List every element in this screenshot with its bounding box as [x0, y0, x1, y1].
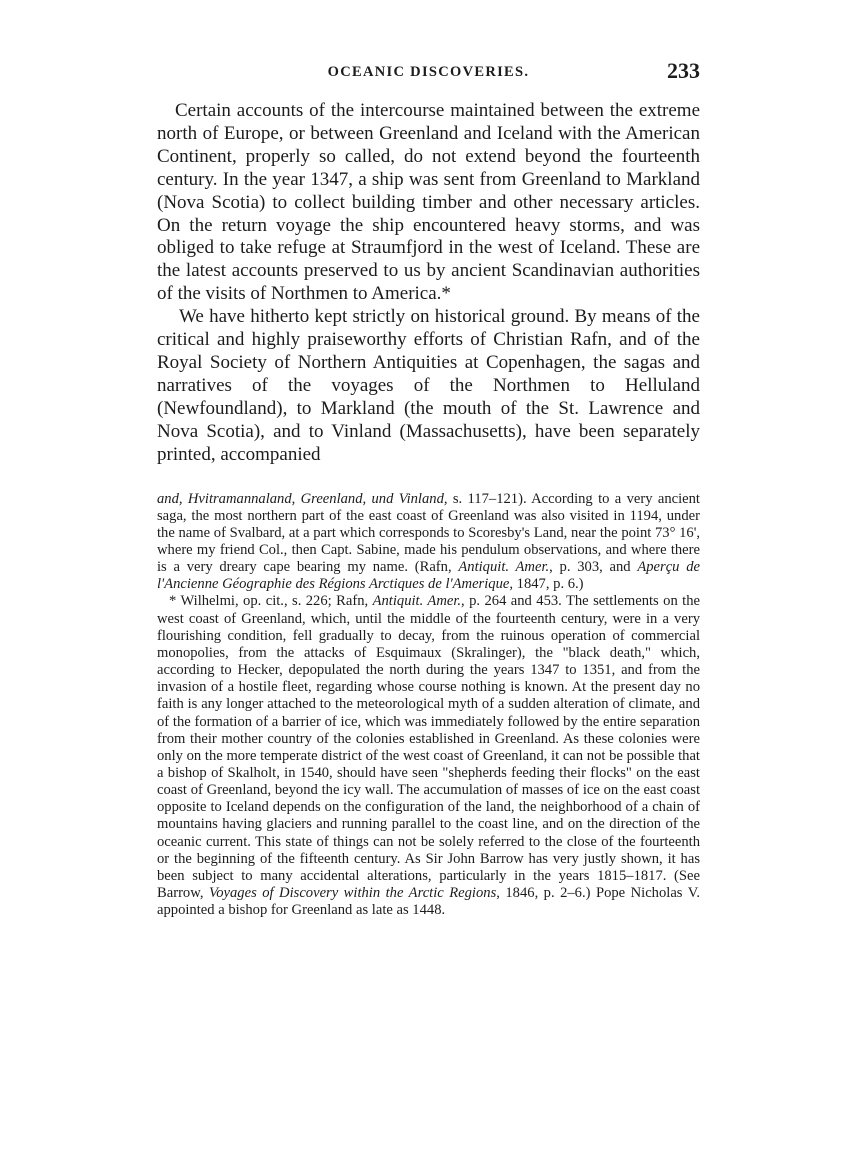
footnote-asterisk — [157, 593, 700, 919]
footnote-text: , p. 303, and — [549, 559, 638, 576]
footnote-italic: Antiquit. Amer. — [458, 559, 550, 576]
footnote-italic: and, Hvitramannaland, Greenland, und Vinland, — [157, 490, 448, 507]
running-title: OCEANIC DISCOVERIES. — [327, 64, 530, 80]
footnote-continued — [157, 491, 700, 594]
footnotes — [157, 491, 700, 920]
footnote-text: s. 117–121). According to a very ancient saga, the most northern part of the east coast of Greenland was also visited in 1194, under the name of Svalbard, at a part which corresponds to Scoresby's Land, near the point 73° 16', where my friend Col., then Capt. Sabine, made his pendulum observations, and where there is a very dreary cape bearing my name. (Rafn, — [157, 490, 700, 576]
body-paragraph: Certain accounts of the intercourse maintained between the extreme north of Europe, or between Greenland and Iceland with the American Continent, properly so called, do not extend beyond the fourteenth century. In the year 1347, a ship was sent from Greenland to Markland (Nova Scotia) to collect building timber and other necessary articles. On the return voyage the ship encountered heavy storms, and was obliged to take refuge at Straumfjord in the west of Iceland. These are the latest accounts preserved to us by ancient Scandinavian authorities of the visits of Northmen to America.* — [157, 100, 700, 305]
footnote-italic: Antiquit. Amer. — [372, 593, 462, 610]
footnote-text: , p. 264 and 453. The settlements on the west coast of Greenland, which, until the middle of the fourteenth century, were in a very flourishing condition, fell gradually to decay, from the ruinous operation of commercial monopolies, from the attacks of Esquimaux (Skralinger), the "black death," which, according to Hecker, depopulated the north during the years 1347 to 1351, and from the invasion of a hostile fleet, regarding whose course nothing is known. At the present day no faith is any longer attached to the meteorological myth of a sudden alteration of climate, and of the formation of a barrier of ice, which was immediately followed by the entire separation from their mother country of the colonies established in Greenland. As these colonies were only on the more temperate district of the west coast of Greenland, it can not be possible that a bishop of Skalholt, in 1540, should have seen "shepherds feeding their flocks" on the east coast of Greenland, beyond the icy wall. The accumulation of masses of ice on the east coast opposite to Iceland depends on the configuration of the land, the neighborhood of a chain of mountains having glaciers and running parallel to the coast line, and on the direction of the oceanic current. This state of things can not be solely referred to the close of the fourteenth or the beginning of the fifteenth century. As Sir John Barrow has very justly shown, it has been subject to many accidental alterations, particularly in the years 1815–1817. (See Barrow, — [157, 593, 700, 902]
footnote-text: , 1846, p. 2–6.) Pope Nicholas V. appointed a bishop for Greenland as late as 1448. — [157, 885, 700, 919]
body-paragraph: We have hitherto kept strictly on historical ground. By means of the critical and highly praiseworthy efforts of Christian Rafn, and of the Royal Society of Northern Antiquities at Copenhagen, the sagas and narratives of the voyages of the Northmen to Helluland (Newfoundland), to Markland (the mouth of the St. Lawrence and Nova Scotia), and to Vinland (Massachusetts), have been separately printed, accompanied — [157, 306, 700, 465]
book-page — [157, 58, 700, 919]
footnote-text: , 1847, p. 6.) — [509, 576, 584, 593]
running-header — [157, 58, 700, 84]
footnote-text: * Wilhelmi, op. cit., s. 226; Rafn, — [169, 593, 373, 610]
footnote-italic: Aperçu de l'Ancienne Géographie des Régions Arctiques de l'Amerique — [157, 559, 700, 593]
main-text — [157, 100, 700, 467]
footnote-italic: Voyages of Discovery within the Arctic Regions — [208, 885, 497, 902]
page-number: 233 — [667, 58, 700, 83]
